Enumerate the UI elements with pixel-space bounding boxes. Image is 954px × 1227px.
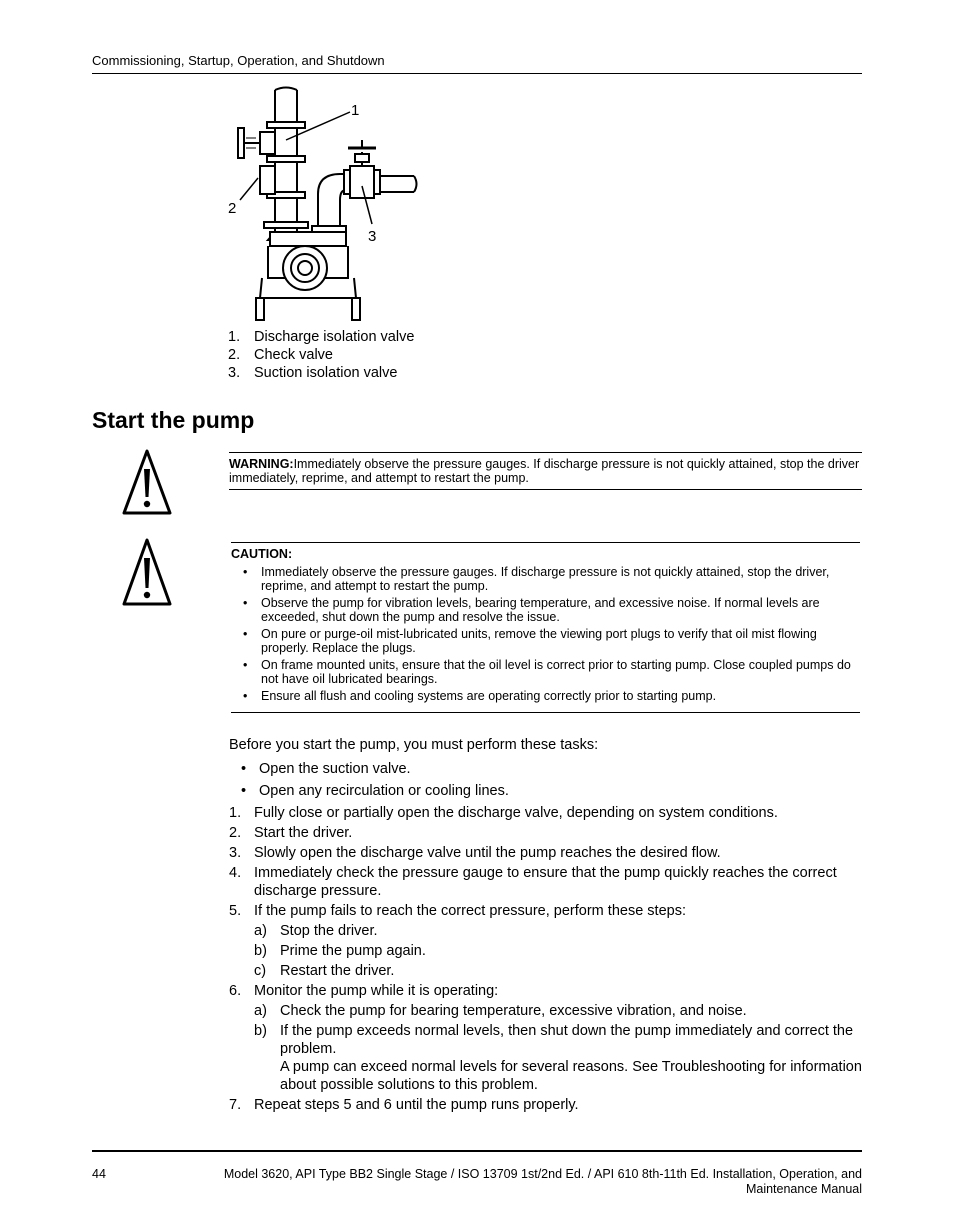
substep-item: a) Check the pump for bearing temperature, excessive vibration, and noise. [254,1003,747,1019]
substep-note: A pump can exceed normal levels for several reasons. See Troubleshooting for information about possible solutions to this problem. [280,1059,862,1093]
legend-item: 3. Suction isolation valve [228,365,398,381]
footer-title: Model 3620, API Type BB2 Single Stage / ISO 13709 1st/2nd Ed. / API 610 8th-11th Ed. Installation, Operation, and Maintenance Manual [223,1167,862,1196]
substep-item: a) Stop the driver. [254,923,378,939]
legend-item: 1. Discharge isolation valve [228,329,415,345]
caution-item: • On pure or purge-oil mist-lubricated units, remove the viewing port plugs to verify that oil mist flowing properly. Replace the plugs. [231,627,860,655]
warning-label: WARNING: [229,457,294,471]
step-item: 1. Fully close or partially open the discharge valve, depending on system conditions. [229,805,778,821]
substep-item: b) Prime the pump again. [254,943,426,959]
step-item: 2. Start the driver. [229,825,353,841]
section-title: Start the pump [92,407,255,433]
caution-item: • Ensure all flush and cooling systems are operating correctly prior to starting pump. [231,689,860,703]
running-header: Commissioning, Startup, Operation, and Shutdown [92,53,385,68]
procedure-body [229,736,862,1116]
warning-triangle-icon [122,449,172,515]
step-item: 4. Immediately check the pressure gauge to ensure that the pump quickly reaches the correct discharge pressure. [229,865,837,899]
caution-item: • Observe the pump for vibration levels, bearing temperature, and excessive noise. If normal levels are exceeded, shut down the pump and resolve the issue. [231,596,860,624]
caution-item: • Immediately observe the pressure gauges. If discharge pressure is not quickly attained, stop the driver, reprime, and attempt to restart the pump. [231,565,860,593]
step-item: 5. If the pump fails to reach the correct pressure, perform these steps: a) Stop the driver. b) Prime the pump again. c) Restart the driver. [229,902,862,980]
substep-item: b) If the pump exceeds normal levels, then shut down the pump immediately and correct the problem. A pump can exceed normal levels for several reasons. See Troubleshooting for information about possible solutions to this problem. [254,1023,862,1093]
warning-text: Immediately observe the pressure gauges. If discharge pressure is not quickly attained, stop the driver immediately, reprime, and attempt to restart the pump. [229,457,860,485]
step-item: 3. Slowly open the discharge valve until the pump reaches the desired flow. [229,845,721,861]
header-divider [92,73,862,74]
warning-notice [229,452,862,490]
step-item: 6. Monitor the pump while it is operating: a) Check the pump for bearing temperature, excessive vibration, and noise. b) If the pump exceeds normal levels, then shut down the pump immediately and correct the problem. A pump can exceed normal levels for several reasons. See Troubleshooting for information about possible solutions to this problem. [229,983,862,1093]
legend-item: 2. Check valve [228,347,333,363]
caution-item: • On frame mounted units, ensure that the oil level is correct prior to starting pump. Close coupled pumps do not have oil lubricated bearings. [231,658,860,686]
warning-triangle-icon [122,538,172,606]
prereq-item: • Open the suction valve. [229,760,862,778]
intro-text: Before you start the pump, you must perform these tasks: [229,737,599,753]
callout-1: 1 [351,102,360,119]
caution-notice [231,542,860,713]
caution-label: CAUTION: [231,547,293,561]
callout-3: 3 [368,228,377,245]
pump-valve-figure [222,82,432,324]
page-number: 44 [92,1167,106,1181]
substep-item: c) Restart the driver. [254,963,395,979]
prereq-item: • Open any recirculation or cooling lines. [229,782,862,800]
callout-2: 2 [228,200,237,217]
step-item: 7. Repeat steps 5 and 6 until the pump runs properly. [229,1097,579,1113]
figure-legend [228,328,414,382]
footer-divider [92,1150,862,1152]
